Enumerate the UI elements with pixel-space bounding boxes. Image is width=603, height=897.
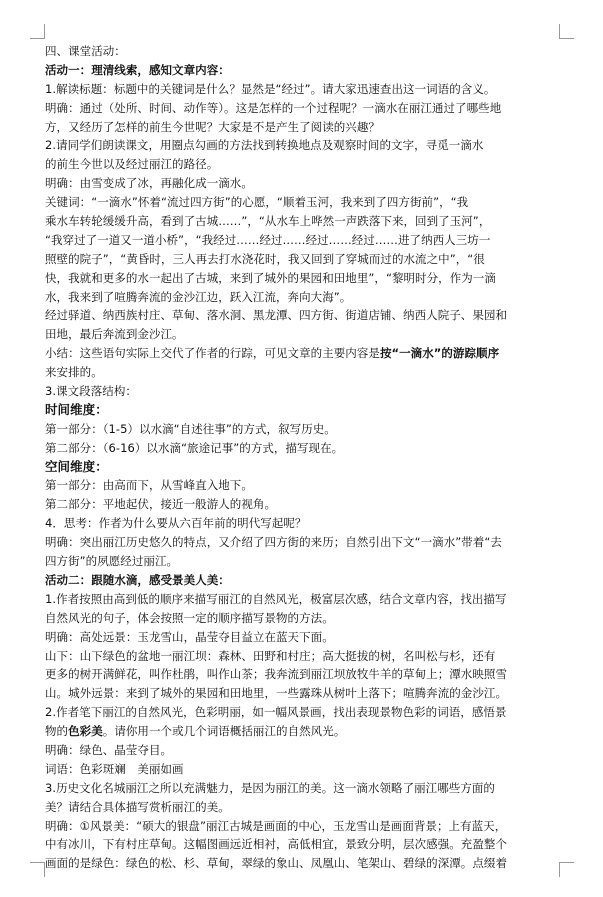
line-text: 山。城外远景：来到了城外的果园和田地里，一些露珠从树叶上落下；喧腾奔流的金沙江。 xyxy=(45,686,507,701)
line-text: 第二部分：（6-16）以水滴“旅途记事”的方式，描写现在。 xyxy=(45,440,344,455)
line-text: 快，我就和更多的水一起出了古城，来到了城外的果园和田地里”，“黎明时分，作为一滴 xyxy=(45,270,496,285)
text-line xyxy=(45,288,559,307)
section-heading xyxy=(45,401,559,420)
line-text: 小结：这些语句实际上交代了作者的行踪，可见文章的主要内容是 xyxy=(45,346,380,361)
text-line xyxy=(45,325,559,344)
text-line xyxy=(45,552,559,571)
line-text: 山下：山下绿色的盆地一丽江坝：森林、田野和村庄；高大挺拔的树，名叫松与杉，还有 xyxy=(45,648,496,663)
text-line xyxy=(45,155,559,174)
line-text: 1.作者按照由高到低的顺序来描写丽江的自然风光，极富层次感，结合文章内容，找出描写 xyxy=(45,591,507,606)
text-line xyxy=(45,741,559,760)
emphasis-text: 色彩美 xyxy=(68,724,103,739)
text-line xyxy=(45,212,559,231)
text-line xyxy=(45,420,559,439)
text-line xyxy=(45,306,559,325)
line-text: 明确：突出丽江历史悠久的特点，又介绍了四方街的来历；自然引出下文“一滴水”带着“去 xyxy=(45,535,502,550)
text-line xyxy=(45,439,559,458)
text-line xyxy=(45,798,559,817)
line-text: 来安排的。 xyxy=(45,365,103,380)
text-line xyxy=(45,231,559,250)
line-text: 经过驿道、纳西族村庄、草甸、落水洞、黑龙潭、四方街、街道店铺、纳西人院子、果园和 xyxy=(45,308,507,323)
line-text: 明确：通过（处所、时间、动作等）。这是怎样的一个过程呢？一滴水在丽江通过了哪些地 xyxy=(45,100,502,115)
text-line xyxy=(45,193,559,212)
line-text: 2.请同学们朗读课文，用圈点勾画的方法找到转换地点及观察时间的文字，寻觅一滴水 xyxy=(45,138,484,153)
line-text: 第二部分：平地起伏，接近一般游人的视角。 xyxy=(45,497,276,512)
text-line xyxy=(45,80,559,99)
line-text: 明确：①风景美：“硕大的银盘”丽江古城是画面的中心，玉龙雪山是画面背景；上有蓝天， xyxy=(45,818,507,833)
text-line xyxy=(45,647,559,666)
line-text: 画面的是绿色：绿色的松、杉、草甸，翠绿的象山、凤凰山、笔架山、碧绿的深潭。点缀着 xyxy=(45,856,507,871)
text-line xyxy=(45,817,559,836)
text-line xyxy=(45,136,559,155)
text-line xyxy=(45,854,559,873)
section-heading xyxy=(45,458,559,477)
line-text: 活动一：理清线索，感知文章内容： xyxy=(45,62,230,77)
line-text: 第一部分：（1-5）以水滴“自述往事”的方式，叙写历史。 xyxy=(45,421,336,436)
line-text: 的前生今世以及经过丽江的路径。 xyxy=(45,157,219,172)
line-text: 照壁的院子”，“黄昏时，三人再去打水浇花时，我又回到了穿城而过的水流之中”，“很 xyxy=(45,251,485,266)
text-line xyxy=(45,665,559,684)
text-line xyxy=(45,684,559,703)
line-text: “我穿过了一道又一道小桥”，“我经过……经过……经过……经过……进了纳西人三坊一 xyxy=(45,232,491,247)
page-corner-mark-bottom-left xyxy=(30,862,45,877)
text-line xyxy=(45,495,559,514)
line-text: 美？请结合具体描写赏析丽江的美。 xyxy=(45,799,230,814)
line-text: 明确：绿色、晶莹夺目。 xyxy=(45,742,173,757)
text-line xyxy=(45,609,559,628)
text-line xyxy=(45,99,559,118)
line-text: 自然风光的句子，体会按照一定的顺序描写景物的方法。 xyxy=(45,610,334,625)
page-corner-mark-top-right xyxy=(559,24,574,39)
text-line xyxy=(45,42,559,61)
text-line xyxy=(45,628,559,647)
text-line xyxy=(45,382,559,401)
line-text: 3.课文段落结构： xyxy=(45,384,137,399)
line-text: 时间维度： xyxy=(45,401,108,417)
line-text: 乘水车转轮缓缓升高，看到了古城……”，“从水车上哗然一声跌落下来，回到了玉河”， xyxy=(45,214,491,229)
text-line xyxy=(45,722,559,741)
text-line xyxy=(45,779,559,798)
section-heading xyxy=(45,61,559,80)
line-text: 1.解读标题：标题中的关键词是什么？显然是“经过”。请大家迅速查出这一词语的含义。 xyxy=(45,81,496,96)
line-text: 活动二：跟随水滴，感受景美人美： xyxy=(45,572,230,587)
line-text: 明确：高处远景：玉龙雪山，晶莹夺目益立在蓝天下面。 xyxy=(45,629,334,644)
line-text: 关键词：“一滴水”怀着“流过四方街”的心愿，“顺着玉河，我来到了四方街前”，“我 xyxy=(45,195,469,210)
line-text: 田地，最后奔流到金沙江。 xyxy=(45,327,184,342)
text-line xyxy=(45,344,559,363)
line-text: 方，又经历了怎样的前生今世呢？大家是不是产生了阅读的兴趣？ xyxy=(45,119,380,134)
line-text-continued: 。请你用一个或几个词语概括丽江的自然风光。 xyxy=(102,724,346,739)
text-line xyxy=(45,118,559,137)
emphasis-text: 按“一滴水”的游踪顺序 xyxy=(379,346,500,361)
text-line xyxy=(45,533,559,552)
line-text: 水，我来到了喧腾奔流的金沙江边，跃入江流，奔向大海”。 xyxy=(45,289,352,304)
line-text: 中有冰川，下有村庄草甸。这幅图画远近相衬，高低相宜，景致分明，层次感强。充盈整个 xyxy=(45,837,507,852)
text-line xyxy=(45,174,559,193)
text-line xyxy=(45,269,559,288)
section-heading xyxy=(45,571,559,590)
page-corner-mark-bottom-right xyxy=(559,862,574,877)
text-line xyxy=(45,250,559,269)
line-text: 更多的树开满鲜花，叫作杜鹃，叫作山茶；我奔流到丽江坝放牧牛羊的草甸上；潭水映照雪 xyxy=(45,667,507,682)
line-text: 空间维度： xyxy=(45,458,108,474)
text-line xyxy=(45,835,559,854)
line-text: 3.历史文化名城丽江之所以充满魅力，是因为丽江的美。这一滴水领略了丽江哪些方面的 xyxy=(45,780,495,795)
text-line xyxy=(45,476,559,495)
line-text: 四、课堂活动： xyxy=(45,44,126,58)
line-text: 四方街”的夙愿经过丽江。 xyxy=(45,554,179,569)
text-line xyxy=(45,363,559,382)
text-line xyxy=(45,760,559,779)
line-text: 4．思考：作者为什么要从六百年前的明代写起呢？ xyxy=(45,516,307,531)
text-line xyxy=(45,590,559,609)
line-text: 明确：由雪变成了冰，再融化成一滴水。 xyxy=(45,176,253,191)
line-text: 第一部分：由高而下，从雪峰直入地下。 xyxy=(45,478,253,493)
text-line xyxy=(45,703,559,722)
page-corner-mark-top-left xyxy=(30,24,45,39)
line-text: 2.作者笔下丽江的自然风光，色彩明丽，如一幅风景画，找出表现景物色彩的词语，感悟景 xyxy=(45,705,507,720)
document-body xyxy=(45,42,559,873)
line-text: 词语：色彩斑斓 美丽如画 xyxy=(45,761,184,776)
text-line xyxy=(45,514,559,533)
line-text: 物的 xyxy=(45,724,69,739)
